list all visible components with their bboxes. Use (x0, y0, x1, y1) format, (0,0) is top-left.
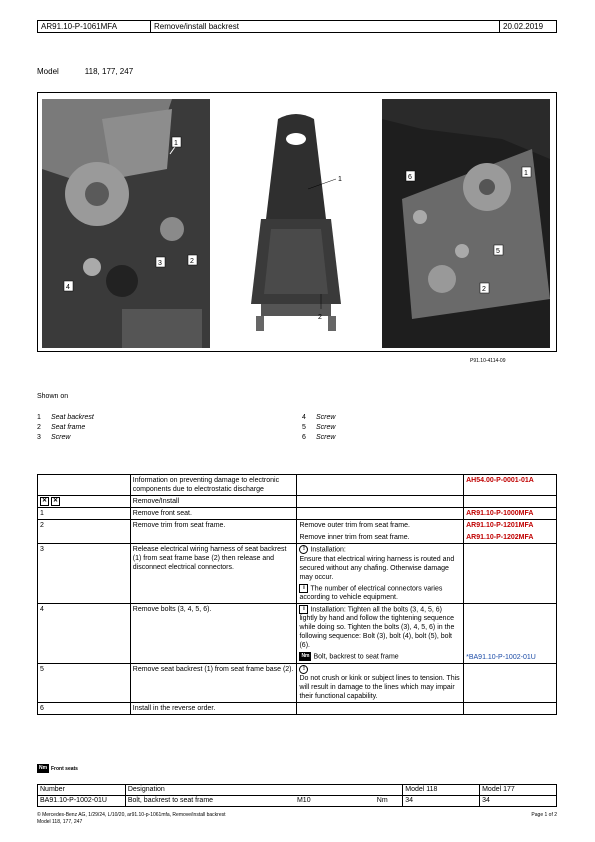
photo-right-mechanism (382, 99, 550, 348)
torque-table (37, 784, 557, 807)
table-row: 3 Release electrical wiring harness of seat backrest (1) from seat frame base (2) then release and disconnect electrical connectors. ! Installation: Ensure that electrical wiring harness is routed and secured without any chafing. Otherwise damage may occur. i The number of electrical connectors varies according to vehicle equipment. (38, 544, 557, 604)
legend-item: 4 Screw (302, 414, 336, 421)
svg-text:3: 3 (158, 260, 162, 267)
info-icon: i (299, 605, 308, 614)
svg-text:1: 1 (174, 140, 178, 147)
document-code: AR91.10-P-1061MFA (38, 21, 151, 32)
model-value: 118, 177, 247 (84, 67, 134, 76)
legend-item: 6 Screw (302, 434, 336, 441)
svg-text:5: 5 (496, 248, 500, 255)
svg-text:2: 2 (318, 314, 322, 321)
remove-icon: ✕ (41, 498, 48, 504)
table-row (38, 496, 557, 508)
legend-column-1 (37, 413, 94, 443)
warning-icon: ! (299, 665, 308, 674)
document-header (37, 20, 557, 33)
torque-spec-link[interactable]: *BA91.10-P-1002-01U (466, 653, 536, 661)
table-row: 5 Remove seat backrest (1) from seat frame base (2). ! Do not crush or kink or subject lines to tension. This will result in damage to the lines which may impair their functional capability. (38, 663, 557, 702)
model-line (37, 67, 133, 76)
svg-text:2: 2 (190, 258, 194, 265)
info-icon: i (299, 584, 308, 593)
photo-left-mechanism (42, 99, 210, 348)
step-link[interactable]: AR91.10-P-1201MFA (466, 522, 534, 530)
remove-install-label: Remove/Install (130, 496, 297, 508)
page-number: Page 1 of 2 (531, 812, 557, 818)
table-row: 1 Remove front seat. AR91.10-P-1000MFA (38, 508, 557, 520)
svg-text:6: 6 (408, 174, 412, 181)
document-title: Remove/install backrest (151, 21, 500, 32)
warning-icon: ! (299, 545, 308, 554)
procedure-table (37, 474, 557, 715)
esd-info-link[interactable]: AH54.00-P-0001-01A (464, 475, 557, 496)
model-label: Model (37, 67, 59, 76)
svg-text:4: 4 (66, 284, 70, 291)
legend-item: 5 Screw (302, 424, 336, 431)
document-date: 20.02.2019 (503, 22, 544, 31)
legend-column-2 (302, 413, 335, 443)
table-header-row: Number Designation Model 118 Model 177 (38, 785, 557, 796)
table-row: 2 Remove trim from seat frame. Remove outer trim from seat frame. Remove inner trim from seat frame. AR91.10-P-1201MFA AR91.10-P-1202MFA (38, 520, 557, 544)
table-row: 6 Install in the reverse order. (38, 703, 557, 715)
svg-text:1: 1 (524, 170, 528, 177)
table-row: 4 Remove bolts (3, 4, 5, 6). i Installation: Tighten all the bolts (3, 4, 5, 6) lightly by hand and follow the tightening sequence while doing so. Tighten the bolts (3), 4, 5, 6) in the following sequence: Bolt (3), bolt (4), bolt (5), bolt (6). Nm Bolt, backrest to seat frame *BA91.10-P-1002-01U (38, 604, 557, 664)
shown-on-label: Shown on (37, 393, 69, 400)
page-footer: © Mercedes-Benz AG, 1/29/24, L/10/20, ar91.10-p-1061mfa, Remove/install backrest Model 118, 177, 247 Page 1 of 2 (37, 812, 557, 825)
step-link[interactable]: AR91.10-P-1000MFA (464, 508, 557, 520)
torque-icon: Nm (301, 653, 310, 660)
table-row (38, 475, 557, 496)
legend-item: 3 Screw (37, 434, 71, 441)
torque-icon: Nm (38, 765, 48, 771)
svg-text:1: 1 (338, 176, 342, 183)
install-icon: ✕ (52, 498, 59, 504)
svg-text:2: 2 (482, 286, 486, 293)
photo-seat-overview (216, 99, 376, 348)
figure-box (37, 92, 557, 352)
figure-reference: P91.10-4114-09 (470, 358, 506, 364)
step-link[interactable]: AR91.10-P-1202MFA (466, 534, 534, 542)
esd-info-text: Information on preventing damage to electronic components due to electrostatic discharge (130, 475, 297, 496)
front-seats-heading: Nm Front seats (38, 765, 78, 772)
legend-item: 2 Seat frame (37, 424, 86, 431)
table-row: BA91.10-P-1002-01U Bolt, backrest to seat frame M10 Nm 34 34 (38, 796, 557, 807)
legend-item: 1 Seat backrest (37, 414, 94, 421)
